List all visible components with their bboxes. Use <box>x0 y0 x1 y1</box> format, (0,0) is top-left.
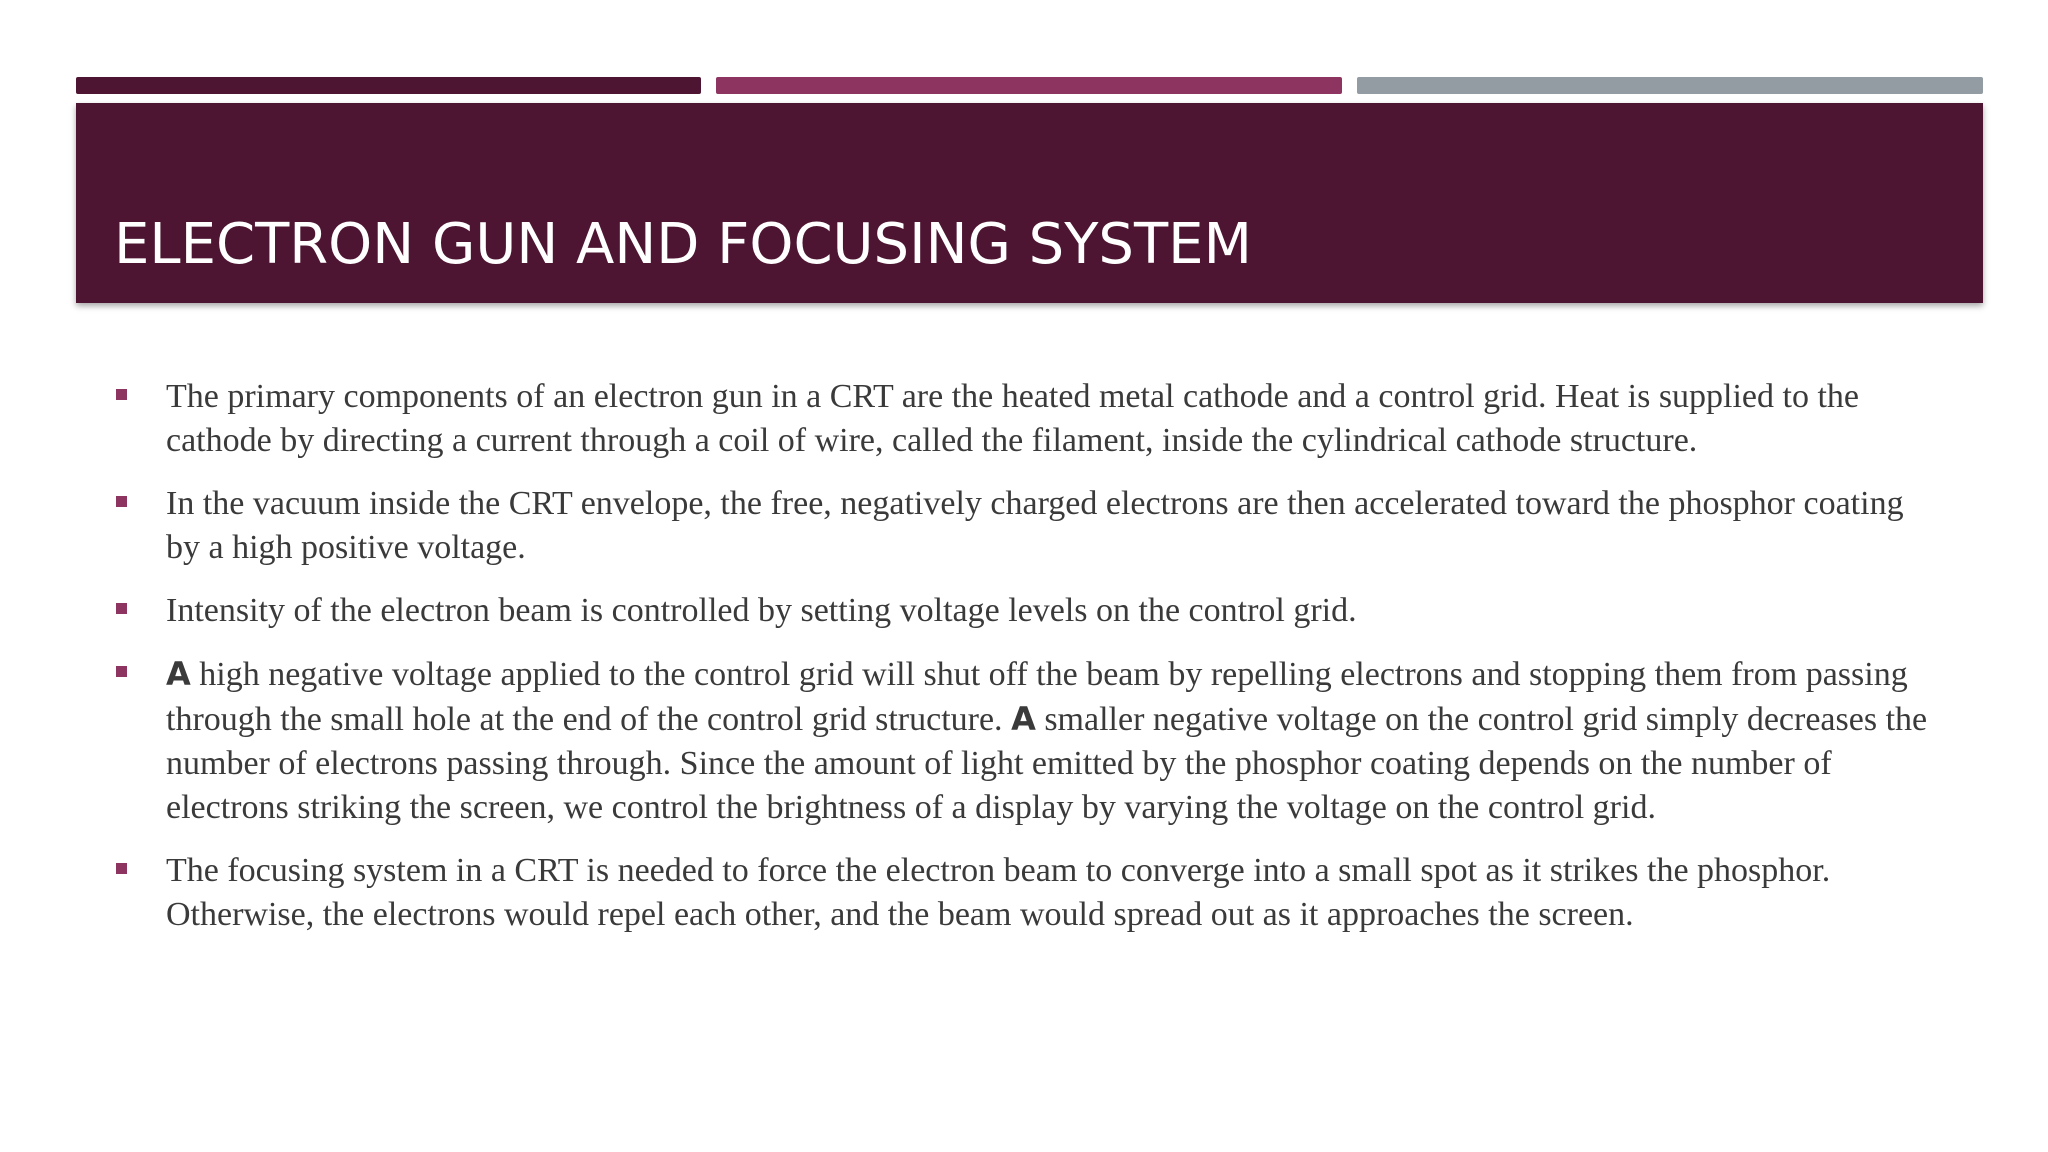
title-band <box>76 103 1983 303</box>
square-bullet-icon <box>116 389 127 400</box>
accent-bar-gray <box>1357 77 1983 94</box>
square-bullet-icon <box>116 863 127 874</box>
bullet-text: The primary components of an electron gun in a CRT are the heated metal cathode and a control grid. Heat is supplied to the cathode by directing a current through a coil of wire, called the filament, inside the cylindrical cathode structure. <box>166 378 1860 459</box>
accent-bar-magenta <box>716 77 1342 94</box>
bullet-lead-letter: A <box>166 655 191 693</box>
bullet-item-1 <box>116 375 1946 463</box>
bullet-lead-letter-2: A <box>1011 700 1036 738</box>
bullet-item-3 <box>116 589 1946 633</box>
bullet-item-2 <box>116 482 1946 570</box>
slide-title: ELECTRON GUN AND FOCUSING SYSTEM <box>114 212 1252 277</box>
bullet-item-4 <box>116 652 1946 830</box>
bullet-list <box>116 375 1946 956</box>
square-bullet-icon <box>116 496 127 507</box>
bullet-text: In the vacuum inside the CRT envelope, the free, negatively charged electrons are then accelerated toward the phosphor coating by a high positive voltage. <box>166 485 1904 566</box>
bullet-item-5 <box>116 849 1946 937</box>
bullet-text: The focusing system in a CRT is needed to force the electron beam to converge into a small spot as it strikes the phosphor. Otherwise, the electrons would repel each other, and the beam would spread out as it approaches the screen. <box>166 852 1831 933</box>
bullet-text: high negative voltage applied to the control grid will shut off the beam by repelling electrons and stopping them from passing through the small hole at the end of the control grid structure. <box>166 656 1908 738</box>
square-bullet-icon <box>116 603 127 614</box>
square-bullet-icon <box>116 666 127 677</box>
accent-bar-dark <box>76 77 701 94</box>
bullet-text-2: smaller negative voltage on the control grid simply decreases the number of electrons passing through. Since the amount of light emitted by the phosphor coating depends on the number of electrons striking the screen, we control the brightness of a display by varying the voltage on the control grid. <box>166 701 1928 826</box>
bullet-text: Intensity of the electron beam is controlled by setting voltage levels on the control grid. <box>166 592 1357 629</box>
